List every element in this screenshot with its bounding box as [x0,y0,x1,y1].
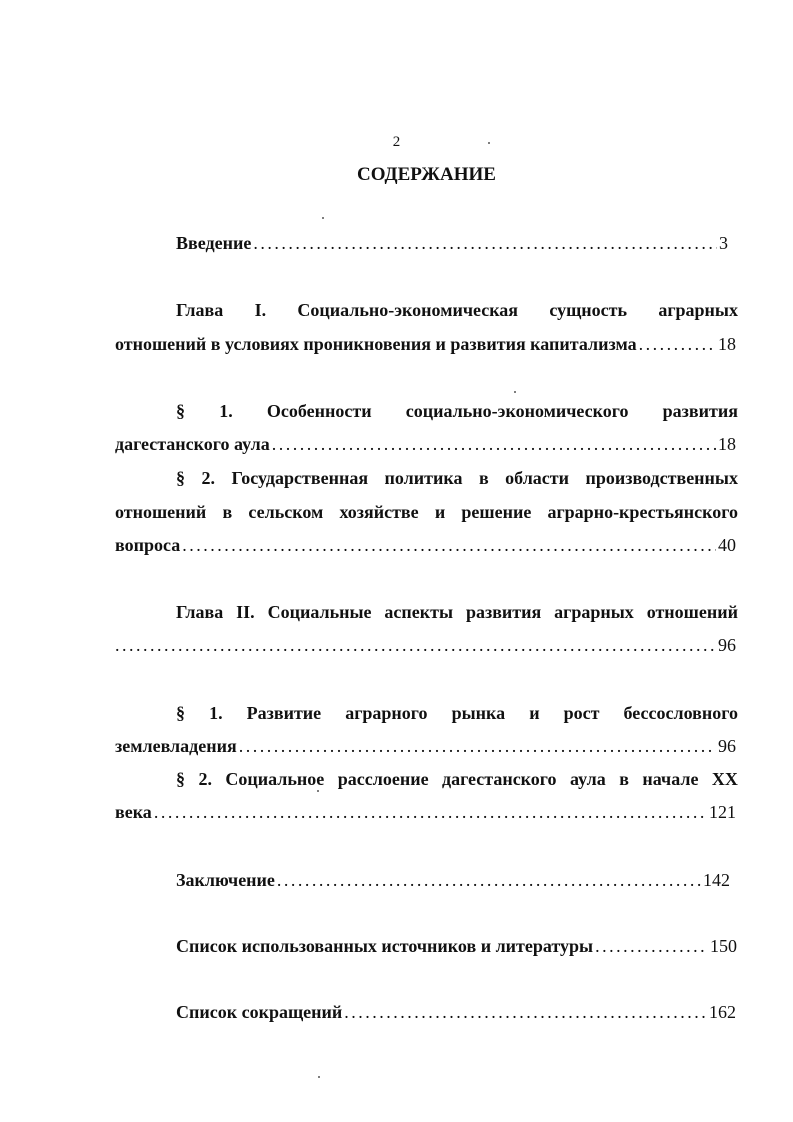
word: решение [461,502,532,522]
word: 1. [209,703,223,723]
toc-entry-abbreviations[interactable] [176,1000,736,1024]
word: социально-экономического [405,401,629,421]
word: производственных [585,468,738,488]
word: Глава [176,300,224,320]
dot-leader [277,868,701,892]
word: рост [563,703,600,723]
toc-ch2-sec2-line2-text: века [115,802,152,822]
word: Государственная [231,468,369,488]
toc-intro-page: 3 [719,233,728,253]
toc-entry-ch2-sec2-line1[interactable] [176,767,738,791]
dot-leader [595,934,708,958]
toc-ch1-sec2-line3-text: вопроса [115,535,181,555]
word: области [505,468,569,488]
toc-entry-ch1-sec1-line1[interactable] [176,399,738,423]
toc-ch2-sec1-page: 96 [718,736,736,756]
word: начале [642,769,699,789]
word: § [176,468,185,488]
toc-entry-ch1-sec2-line2[interactable] [115,500,738,524]
toc-chapter2-page: 96 [718,635,736,655]
toc-sources-page: 150 [710,936,737,956]
word: XX [711,769,738,789]
toc-entry-chapter2-line2[interactable] [115,633,736,657]
word: сельском [248,502,324,522]
toc-entry-sources[interactable] [176,934,737,958]
dot-leader [272,432,716,456]
word: § [176,401,185,421]
scan-speck [317,790,319,792]
toc-ch2-sec2-page: 121 [709,802,736,822]
word: § [176,769,185,789]
toc-chapter1-line2-text: отношений в условиях проникновения и развития капитализма [115,334,637,354]
word: политика [384,468,463,488]
toc-entry-ch2-sec1-line1[interactable] [176,701,738,725]
word: § [176,703,185,723]
word: и [434,502,446,522]
word: аграрных [554,602,634,622]
word: Социальное [225,769,325,789]
dot-leader [639,332,716,356]
word: в [222,502,233,522]
word: 2. [198,769,212,789]
word: аула [570,769,606,789]
toc-abbreviations-page: 162 [709,1002,736,1022]
toc-entry-chapter2-line1[interactable] [176,600,738,624]
toc-entry-ch1-sec1-line2[interactable] [115,432,736,456]
dot-leader [239,734,716,758]
word: рынка [451,703,506,723]
toc-chapter1-page: 18 [718,334,736,354]
toc-conclusion-page: 142 [703,870,730,890]
toc-ch1-sec1-page: 18 [718,434,736,454]
word: Социально-экономическая [297,300,519,320]
toc-sources-label: Список использованных источников и литературы [176,936,594,956]
toc-ch1-sec2-page: 40 [718,535,736,555]
toc-entry-ch2-sec2-line2[interactable] [115,800,736,824]
word: 1. [219,401,233,421]
dot-leader [115,633,716,657]
word: Социальные [267,602,372,622]
word: развития [662,401,738,421]
toc-ch1-sec1-line2-text: дагестанского аула [115,434,270,454]
word: дагестанского [442,769,557,789]
word: Развитие [246,703,322,723]
word: аграрных [658,300,738,320]
toc-ch2-sec1-line2-text: землевладения [115,736,237,756]
scan-speck [322,217,324,219]
scan-speck [318,1076,320,1078]
word: хозяйстве [339,502,419,522]
word: Глава [176,602,224,622]
toc-entry-chapter1-line1[interactable] [176,298,738,322]
page-title: СОДЕРЖАНИЕ [357,164,496,185]
word: сущность [549,300,628,320]
word: отношений [115,502,207,522]
toc-abbreviations-label: Список сокращений [176,1002,343,1022]
word: расслоение [337,769,429,789]
word: отношений [646,602,738,622]
word: в [478,468,489,488]
toc-conclusion-label: Заключение [176,870,275,890]
toc-intro-label: Введение [176,233,252,253]
word: аспекты [384,602,454,622]
toc-entry-ch1-sec2-line1[interactable] [176,466,738,490]
toc-entry-ch1-sec2-line3[interactable] [115,533,736,557]
dot-leader [182,533,716,557]
word: 2. [201,468,215,488]
toc-entry-conclusion[interactable] [176,868,730,892]
word: Особенности [266,401,372,421]
word: в [619,769,629,789]
word: развития [465,602,542,622]
word: бессословного [623,703,738,723]
word: аграрного [345,703,428,723]
toc-entry-ch2-sec1-line2[interactable] [115,734,736,758]
toc-entry-intro[interactable] [176,231,728,255]
dot-leader [253,231,717,255]
word: II. [236,602,255,622]
page-number: 2 [392,134,401,150]
scan-speck [488,142,490,144]
word: аграрно-крестьянского [547,502,738,522]
dot-leader [154,800,707,824]
dot-leader [344,1000,707,1024]
scan-speck [514,391,516,393]
toc-entry-chapter1-line2[interactable] [115,332,736,356]
word: и [529,703,540,723]
word: I. [254,300,267,320]
